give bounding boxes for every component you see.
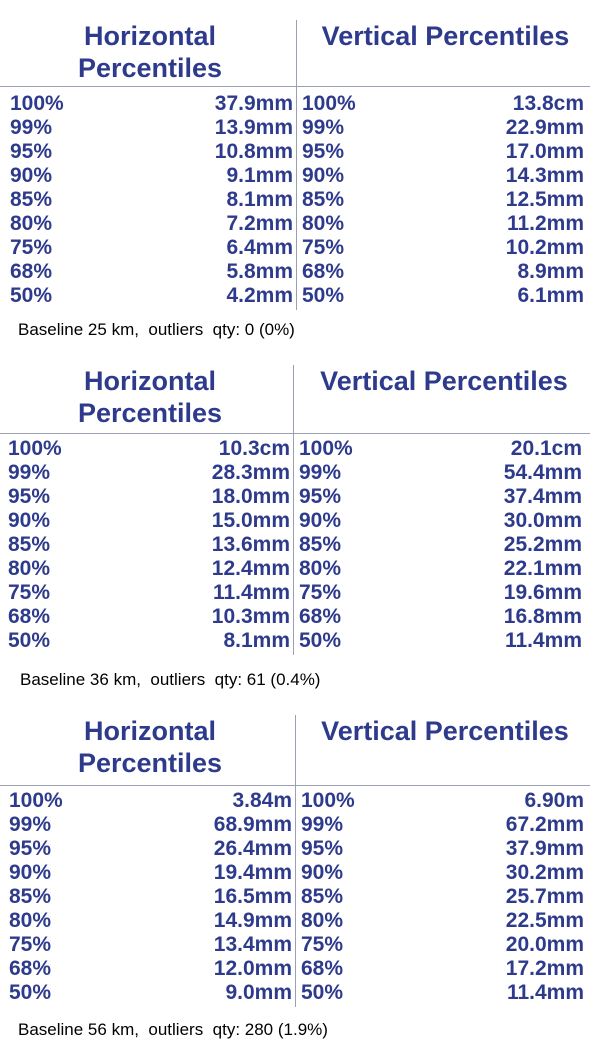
percentile-value: 4.2mm: [226, 284, 293, 307]
percentile-label: 75%: [302, 236, 345, 259]
percentile-label: 68%: [10, 260, 53, 283]
vertical-percentile-row: [299, 509, 582, 533]
percentile-label: 90%: [10, 164, 53, 187]
vertical-percentile-row: [299, 557, 582, 581]
vertical-percentile-row: [302, 260, 584, 284]
percentile-label: 95%: [8, 485, 51, 508]
percentile-label: 100%: [9, 789, 63, 812]
vertical-percentile-row: [302, 236, 584, 260]
percentile-label: 68%: [301, 957, 344, 980]
percentile-value: 15.0mm: [211, 509, 290, 532]
column-divider: [295, 715, 296, 1007]
percentile-value: 10.2mm: [505, 236, 584, 259]
percentile-value: 26.4mm: [213, 837, 292, 860]
percentile-label: 85%: [301, 885, 344, 908]
percentile-value: 6.4mm: [226, 236, 293, 259]
percentile-value: 12.0mm: [213, 957, 292, 980]
percentile-label: 85%: [302, 188, 345, 211]
vertical-percentiles-header: Vertical Percentiles: [320, 366, 568, 396]
percentile-label: 99%: [299, 461, 342, 484]
percentile-label: 75%: [9, 933, 52, 956]
horizontal-percentile-row: [8, 437, 290, 461]
percentile-value: 6.1mm: [517, 284, 584, 307]
percentile-value: 37.4mm: [503, 485, 582, 508]
percentile-label: 100%: [299, 437, 353, 460]
vertical-percentile-row: [299, 629, 582, 653]
horizontal-percentile-row: [10, 164, 293, 188]
percentile-value: 17.0mm: [505, 140, 584, 163]
vertical-percentile-row: [301, 981, 584, 1005]
percentile-value: 11.4mm: [212, 581, 290, 604]
percentile-label: 50%: [8, 629, 51, 652]
vertical-percentile-row: [299, 485, 582, 509]
percentile-label: 68%: [8, 605, 51, 628]
horizontal-percentile-row: [10, 236, 293, 260]
horizontal-percentile-row: [10, 212, 293, 236]
percentile-value: 67.2mm: [505, 813, 584, 836]
percentile-label: 99%: [9, 813, 52, 836]
horizontal-percentile-row: [9, 813, 292, 837]
horizontal-percentile-row: [8, 605, 290, 629]
percentile-label: 90%: [8, 509, 51, 532]
percentile-label: 80%: [9, 909, 52, 932]
percentile-value: 12.4mm: [211, 557, 290, 580]
horizontal-percentile-row: [10, 92, 293, 116]
percentile-value: 16.5mm: [213, 885, 292, 908]
percentile-value: 16.8mm: [503, 605, 582, 628]
percentile-label: 95%: [302, 140, 345, 163]
horizontal-percentile-row: [9, 909, 292, 933]
percentile-label: 99%: [8, 461, 51, 484]
percentile-label: 85%: [10, 188, 53, 211]
percentile-label: 75%: [10, 236, 53, 259]
horizontal-percentile-row: [9, 957, 292, 981]
percentile-value: 19.6mm: [503, 581, 582, 604]
horizontal-percentiles-header: Horizontal Percentiles: [77, 716, 223, 778]
percentile-label: 50%: [299, 629, 342, 652]
percentile-value: 20.0mm: [505, 933, 584, 956]
percentile-label: 95%: [10, 140, 53, 163]
percentile-value: 54.4mm: [503, 461, 582, 484]
vertical-percentile-row: [302, 140, 584, 164]
percentile-label: 50%: [10, 284, 53, 307]
percentile-label: 50%: [301, 981, 344, 1004]
percentile-value: 28.3mm: [211, 461, 290, 484]
column-divider: [296, 20, 297, 310]
percentile-value: 11.2mm: [506, 212, 584, 235]
percentile-label: 100%: [10, 92, 64, 115]
percentile-value: 10.8mm: [214, 140, 293, 163]
percentile-value: 37.9mm: [214, 92, 293, 115]
percentile-label: 90%: [9, 861, 52, 884]
percentile-value: 11.4mm: [504, 629, 582, 652]
percentile-value: 3.84m: [232, 789, 292, 812]
percentile-label: 50%: [302, 284, 345, 307]
header-divider: [0, 433, 590, 434]
baseline-caption: Baseline 25 km, outliers qty: 0 (0%): [18, 320, 295, 339]
vertical-percentiles-header: Vertical Percentiles: [321, 21, 570, 51]
column-divider: [293, 365, 294, 655]
horizontal-percentile-row: [10, 188, 293, 212]
percentile-value: 22.5mm: [505, 909, 584, 932]
percentile-label: 75%: [8, 581, 51, 604]
percentile-value: 6.90m: [524, 789, 584, 812]
percentile-label: 90%: [299, 509, 342, 532]
vertical-percentile-row: [299, 581, 582, 605]
horizontal-percentiles-header: Horizontal Percentiles: [77, 366, 223, 428]
percentile-label: 95%: [301, 837, 344, 860]
vertical-percentile-row: [301, 957, 584, 981]
percentile-value: 10.3mm: [211, 605, 290, 628]
percentile-label: 80%: [302, 212, 345, 235]
horizontal-percentile-row: [8, 557, 290, 581]
percentile-value: 37.9mm: [505, 837, 584, 860]
percentile-value: 9.0mm: [225, 981, 292, 1004]
percentile-label: 95%: [9, 837, 52, 860]
horizontal-percentile-row: [8, 533, 290, 557]
percentile-label: 80%: [8, 557, 51, 580]
percentile-value: 10.3cm: [218, 437, 290, 460]
percentile-value: 68.9mm: [213, 813, 292, 836]
horizontal-percentile-row: [8, 581, 290, 605]
percentile-value: 14.3mm: [505, 164, 584, 187]
percentile-label: 99%: [10, 116, 53, 139]
horizontal-percentile-row: [10, 260, 293, 284]
horizontal-percentile-row: [8, 485, 290, 509]
percentile-label: 100%: [302, 92, 356, 115]
vertical-percentile-row: [301, 789, 584, 813]
percentile-value: 8.1mm: [223, 629, 290, 652]
percentile-label: 75%: [301, 933, 344, 956]
vertical-percentile-row: [299, 533, 582, 557]
percentile-label: 95%: [299, 485, 342, 508]
percentile-label: 85%: [9, 885, 52, 908]
horizontal-percentile-row: [10, 116, 293, 140]
horizontal-percentile-row: [9, 837, 292, 861]
percentile-value: 17.2mm: [505, 957, 584, 980]
percentile-value: 22.9mm: [505, 116, 584, 139]
percentile-value: 13.4mm: [213, 933, 292, 956]
header-divider: [0, 785, 590, 786]
percentile-value: 7.2mm: [226, 212, 293, 235]
percentile-value: 13.8cm: [512, 92, 584, 115]
percentile-value: 22.1mm: [503, 557, 582, 580]
percentile-value: 25.7mm: [505, 885, 584, 908]
baseline-caption: Baseline 56 km, outliers qty: 280 (1.9%): [18, 1020, 328, 1039]
vertical-percentile-row: [302, 116, 584, 140]
percentile-label: 90%: [301, 861, 344, 884]
vertical-percentile-row: [299, 437, 582, 461]
percentile-value: 12.5mm: [505, 188, 584, 211]
percentile-label: 80%: [301, 909, 344, 932]
percentile-value: 30.2mm: [505, 861, 584, 884]
horizontal-percentile-row: [8, 509, 290, 533]
vertical-percentile-row: [299, 461, 582, 485]
vertical-percentile-row: [299, 605, 582, 629]
percentile-label: 50%: [9, 981, 52, 1004]
vertical-percentile-row: [301, 861, 584, 885]
percentile-label: 90%: [302, 164, 345, 187]
percentile-value: 8.9mm: [517, 260, 584, 283]
horizontal-percentile-row: [8, 461, 290, 485]
percentile-label: 85%: [8, 533, 51, 556]
percentile-value: 20.1cm: [510, 437, 582, 460]
vertical-percentiles-header: Vertical Percentiles: [321, 716, 569, 746]
percentile-value: 30.0mm: [503, 509, 582, 532]
vertical-percentile-row: [301, 813, 584, 837]
horizontal-percentile-row: [9, 981, 292, 1005]
percentile-value: 13.9mm: [214, 116, 293, 139]
vertical-percentile-row: [301, 885, 584, 909]
percentile-value: 18.0mm: [211, 485, 290, 508]
percentile-label: 80%: [299, 557, 342, 580]
percentile-value: 11.4mm: [506, 981, 584, 1004]
header-divider: [0, 86, 590, 87]
horizontal-percentile-row: [8, 629, 290, 653]
percentile-label: 100%: [301, 789, 355, 812]
horizontal-percentile-row: [9, 861, 292, 885]
percentile-label: 68%: [9, 957, 52, 980]
percentile-label: 85%: [299, 533, 342, 556]
vertical-percentile-row: [301, 933, 584, 957]
vertical-percentile-row: [302, 188, 584, 212]
percentile-value: 19.4mm: [213, 861, 292, 884]
horizontal-percentile-row: [9, 933, 292, 957]
horizontal-percentile-row: [10, 140, 293, 164]
percentile-value: 14.9mm: [213, 909, 292, 932]
percentile-label: 100%: [8, 437, 62, 460]
percentile-value: 5.8mm: [226, 260, 293, 283]
vertical-percentile-row: [302, 212, 584, 236]
vertical-percentile-row: [302, 92, 584, 116]
percentile-value: 13.6mm: [211, 533, 290, 556]
percentile-value: 8.1mm: [226, 188, 293, 211]
percentile-label: 75%: [299, 581, 342, 604]
vertical-percentile-row: [301, 909, 584, 933]
percentile-value: 9.1mm: [226, 164, 293, 187]
horizontal-percentile-row: [9, 789, 292, 813]
baseline-caption: Baseline 36 km, outliers qty: 61 (0.4%): [20, 670, 321, 689]
percentile-label: 68%: [299, 605, 342, 628]
vertical-percentile-row: [302, 164, 584, 188]
percentile-label: 68%: [302, 260, 345, 283]
percentile-label: 99%: [302, 116, 345, 139]
vertical-percentile-row: [301, 837, 584, 861]
vertical-percentile-row: [302, 284, 584, 308]
percentile-value: 25.2mm: [503, 533, 582, 556]
horizontal-percentiles-header: Horizontal Percentiles: [77, 21, 223, 83]
percentile-label: 80%: [10, 212, 53, 235]
horizontal-percentile-row: [10, 284, 293, 308]
percentile-label: 99%: [301, 813, 344, 836]
horizontal-percentile-row: [9, 885, 292, 909]
